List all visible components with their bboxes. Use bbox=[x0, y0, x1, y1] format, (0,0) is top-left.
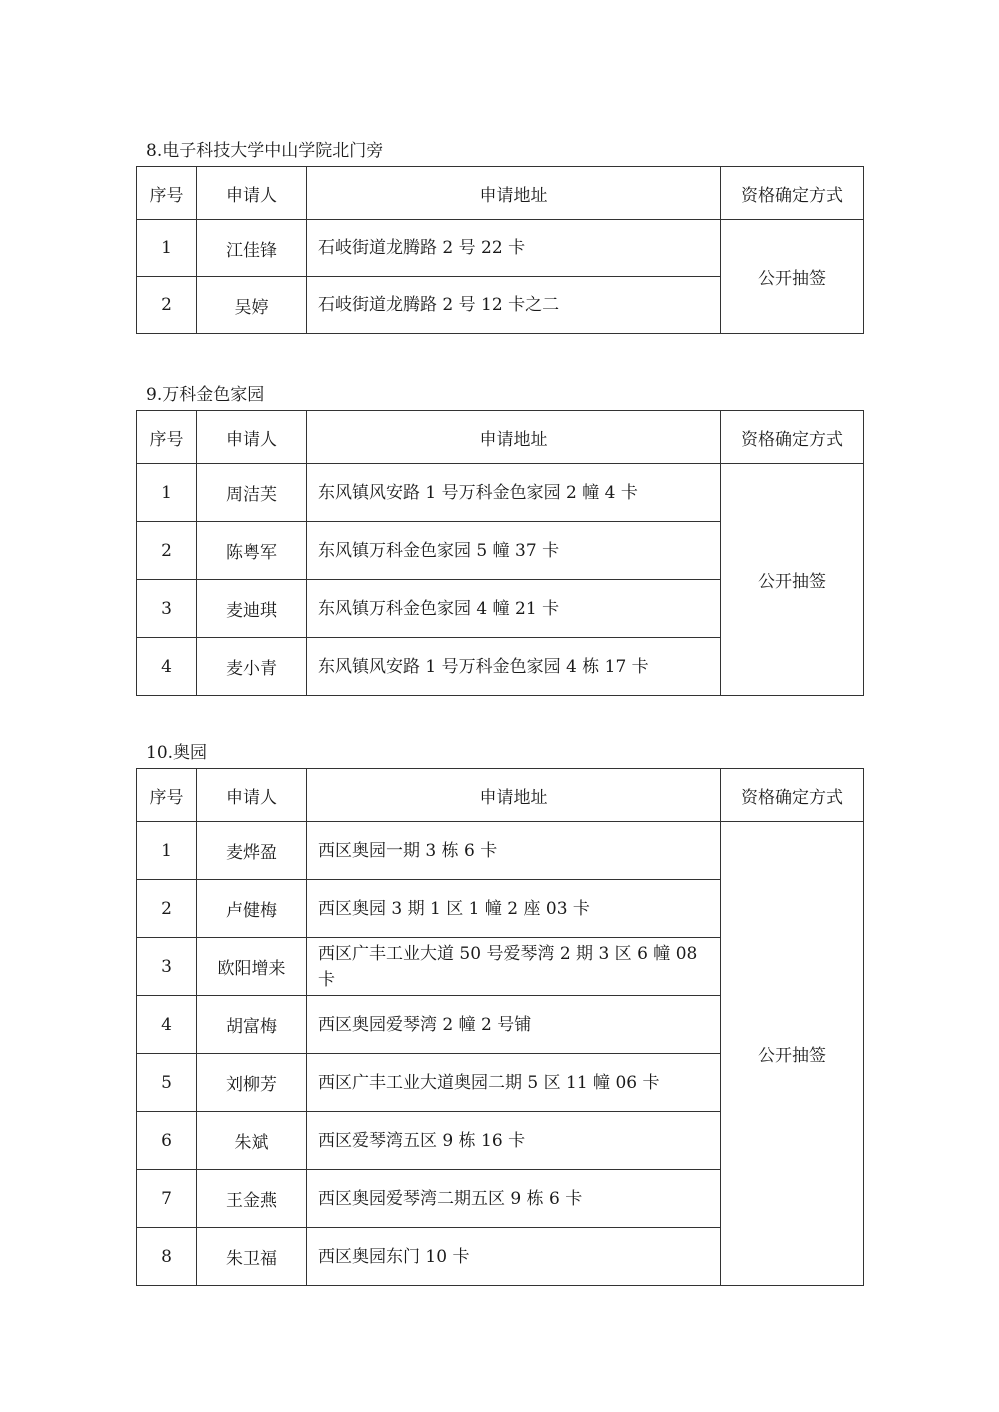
header-applicant: 申请人 bbox=[197, 411, 307, 464]
header-address: 申请地址 bbox=[307, 769, 721, 822]
section-1 bbox=[136, 140, 863, 334]
applicant-address: 东风镇万科金色家园 5 幢 37 卡 bbox=[307, 522, 721, 580]
row-number: 3 bbox=[137, 580, 197, 638]
row-number: 8 bbox=[137, 1228, 197, 1286]
section-title: 10.奥园 bbox=[146, 743, 208, 763]
applicant-address: 西区奥园 3 期 1 区 1 幢 2 座 03 卡 bbox=[307, 880, 721, 938]
applicant-address: 西区奥园爱琴湾 2 幢 2 号铺 bbox=[307, 996, 721, 1054]
row-number: 1 bbox=[137, 220, 197, 277]
applicant-name: 麦小青 bbox=[197, 638, 307, 696]
table-row bbox=[137, 822, 864, 880]
row-number: 5 bbox=[137, 1054, 197, 1112]
header-applicant: 申请人 bbox=[197, 769, 307, 822]
applicant-name: 朱斌 bbox=[197, 1112, 307, 1170]
applicant-name: 周洁芙 bbox=[197, 464, 307, 522]
table-header-row bbox=[137, 411, 864, 464]
applicant-address: 西区奥园爱琴湾二期五区 9 栋 6 卡 bbox=[307, 1170, 721, 1228]
header-method: 资格确定方式 bbox=[721, 411, 864, 464]
header-address: 申请地址 bbox=[307, 411, 721, 464]
applicant-address: 东风镇万科金色家园 4 幢 21 卡 bbox=[307, 580, 721, 638]
applicant-address: 东风镇风安路 1 号万科金色家园 4 栋 17 卡 bbox=[307, 638, 721, 696]
table-row bbox=[137, 220, 864, 277]
applicant-address: 西区广丰工业大道奥园二期 5 区 11 幢 06 卡 bbox=[307, 1054, 721, 1112]
table-header-row bbox=[137, 769, 864, 822]
applicant-address: 西区奥园东门 10 卡 bbox=[307, 1228, 721, 1286]
applicant-name: 卢健梅 bbox=[197, 880, 307, 938]
applicant-name: 麦迪琪 bbox=[197, 580, 307, 638]
applicant-name: 吴婷 bbox=[197, 277, 307, 334]
section-3 bbox=[136, 742, 863, 1286]
applicant-table bbox=[136, 768, 864, 1286]
section-title: 8.电子科技大学中山学院北门旁 bbox=[146, 141, 384, 161]
applicant-name: 麦烨盈 bbox=[197, 822, 307, 880]
applicant-address: 西区爱琴湾五区 9 栋 16 卡 bbox=[307, 1112, 721, 1170]
applicant-name: 欧阳增来 bbox=[197, 938, 307, 996]
qualification-method: 公开抽签 bbox=[721, 220, 864, 334]
applicant-name: 朱卫福 bbox=[197, 1228, 307, 1286]
header-address: 申请地址 bbox=[307, 167, 721, 220]
qualification-method: 公开抽签 bbox=[721, 464, 864, 696]
section-title: 9.万科金色家园 bbox=[146, 385, 265, 405]
row-number: 4 bbox=[137, 996, 197, 1054]
applicant-table bbox=[136, 166, 864, 334]
table-header-row bbox=[137, 167, 864, 220]
row-number: 2 bbox=[137, 277, 197, 334]
applicant-name: 陈粤军 bbox=[197, 522, 307, 580]
header-no: 序号 bbox=[137, 769, 197, 822]
row-number: 4 bbox=[137, 638, 197, 696]
header-no: 序号 bbox=[137, 167, 197, 220]
row-number: 3 bbox=[137, 938, 197, 996]
row-number: 2 bbox=[137, 522, 197, 580]
table-row bbox=[137, 464, 864, 522]
section-2 bbox=[136, 384, 863, 696]
row-number: 1 bbox=[137, 822, 197, 880]
header-no: 序号 bbox=[137, 411, 197, 464]
row-number: 7 bbox=[137, 1170, 197, 1228]
row-number: 2 bbox=[137, 880, 197, 938]
applicant-address: 西区奥园一期 3 栋 6 卡 bbox=[307, 822, 721, 880]
row-number: 6 bbox=[137, 1112, 197, 1170]
applicant-name: 江佳锋 bbox=[197, 220, 307, 277]
header-method: 资格确定方式 bbox=[721, 167, 864, 220]
applicant-address: 东风镇风安路 1 号万科金色家园 2 幢 4 卡 bbox=[307, 464, 721, 522]
applicant-name: 胡富梅 bbox=[197, 996, 307, 1054]
header-method: 资格确定方式 bbox=[721, 769, 864, 822]
applicant-address: 石岐街道龙腾路 2 号 12 卡之二 bbox=[307, 277, 721, 334]
applicant-table bbox=[136, 410, 864, 696]
qualification-method: 公开抽签 bbox=[721, 822, 864, 1286]
header-applicant: 申请人 bbox=[197, 167, 307, 220]
applicant-address: 石岐街道龙腾路 2 号 22 卡 bbox=[307, 220, 721, 277]
applicant-name: 刘柳芳 bbox=[197, 1054, 307, 1112]
applicant-address: 西区广丰工业大道 50 号爱琴湾 2 期 3 区 6 幢 08 卡 bbox=[307, 938, 721, 996]
applicant-name: 王金燕 bbox=[197, 1170, 307, 1228]
row-number: 1 bbox=[137, 464, 197, 522]
